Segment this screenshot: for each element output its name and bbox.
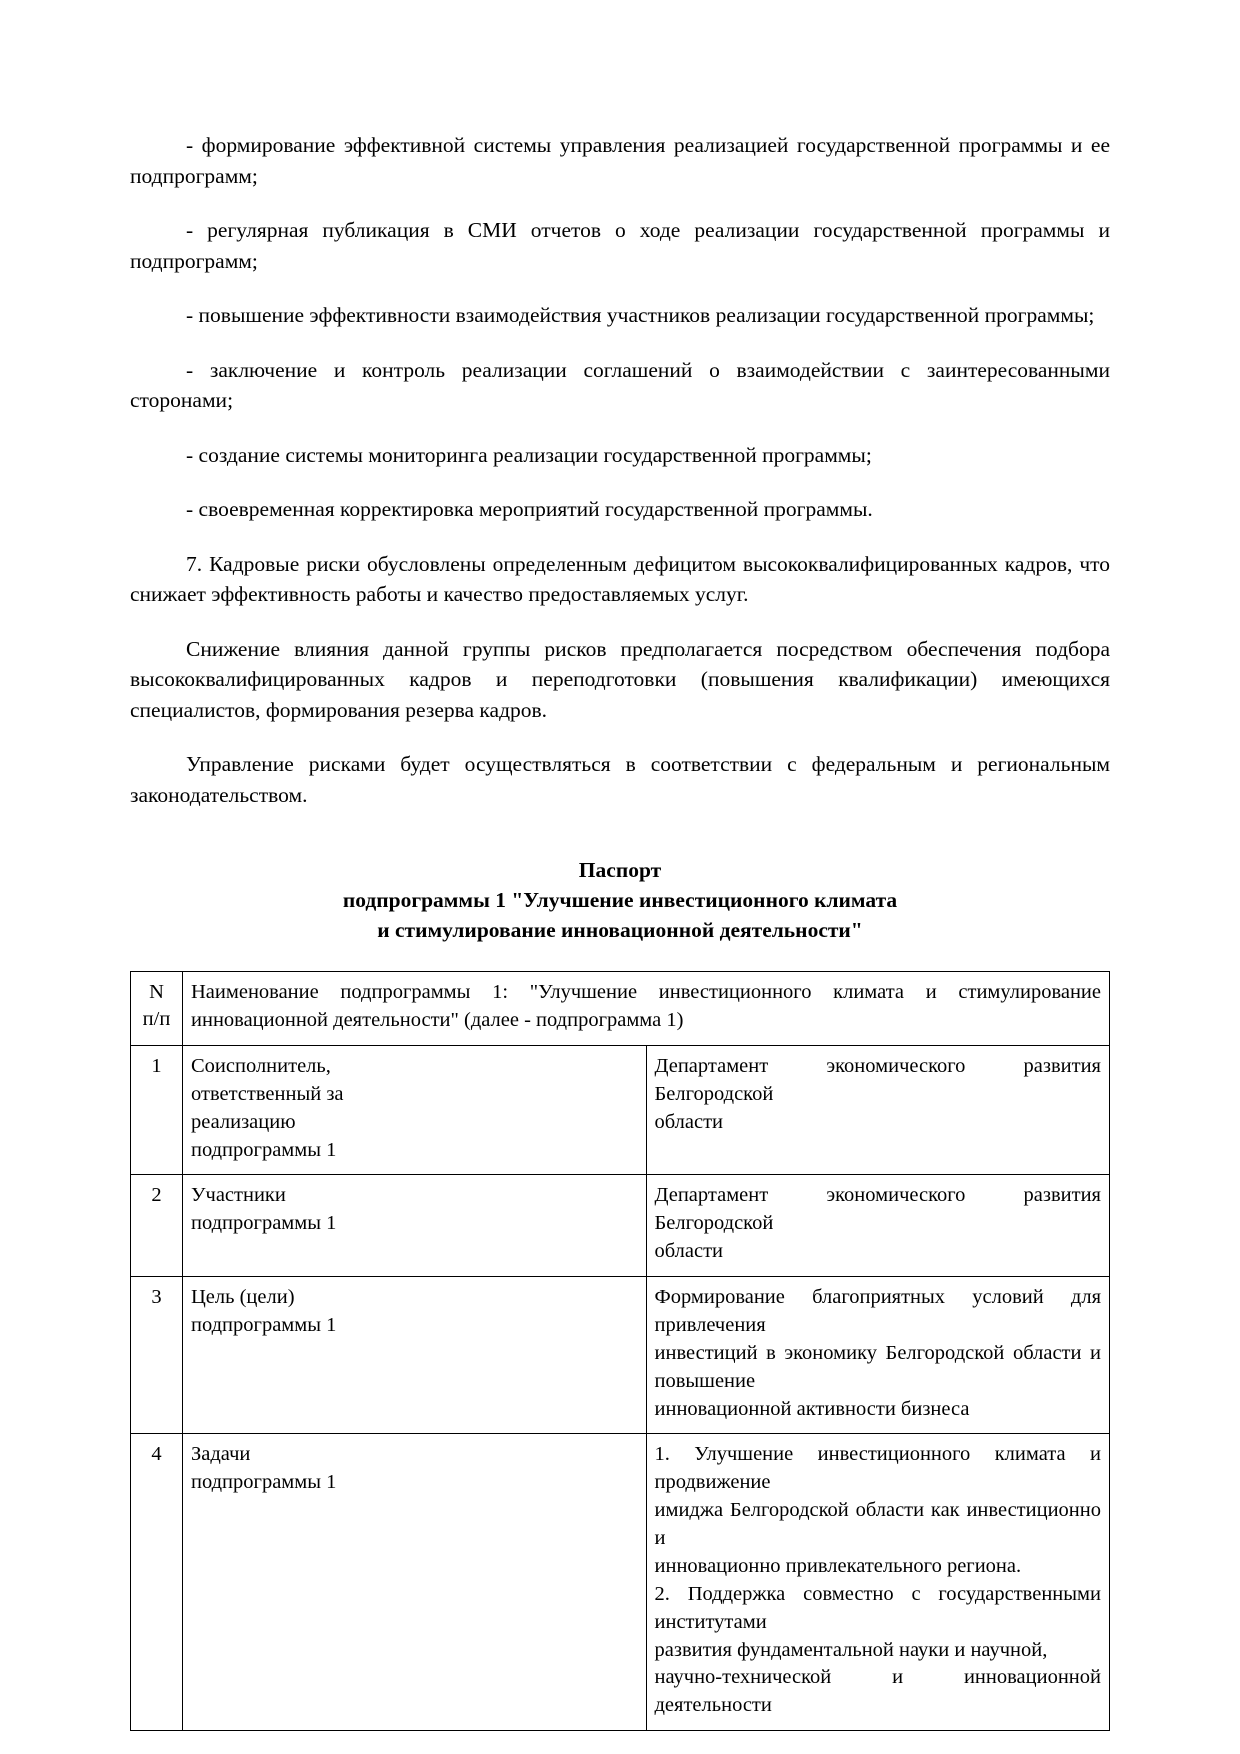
row-4-value-line-3: инновационно привлекательного региона. — [654, 1554, 1022, 1577]
header-cell-number — [131, 972, 183, 1046]
header-num-line-1: N — [149, 981, 164, 1004]
paragraph-bullet-4: - заключение и контроль реализации соглашений о взаимодействии с заинтересованными сторонами; — [130, 357, 1110, 413]
row-1-label-line-3: реализацию — [191, 1110, 296, 1133]
row-4-value-line-4: 2. Поддержка совместно с государственными институтами — [654, 1582, 1101, 1633]
paragraph-bullet-3: - повышение эффективности взаимодействия участников реализации государственной программы; — [186, 303, 1095, 328]
heading-line-2: подпрограммы 1 "Улучшение инвестиционного климата — [342, 887, 898, 912]
table-row — [131, 1175, 1110, 1277]
row-3-value — [646, 1277, 1110, 1434]
header-cell-title: Наименование подпрограммы 1: "Улучшение инвестиционного климата и стимулирование инновационной деятельности" (далее - подпрограмма 1) — [183, 972, 1110, 1046]
row-4-value-line-6: научно-технической и инновационной деятельности — [654, 1666, 1101, 1717]
row-3-value-line-3: инновационной активности бизнеса — [654, 1397, 970, 1420]
row-4-label-line-2: подпрограммы 1 — [191, 1471, 337, 1494]
row-2-label-line-2: подпрограммы 1 — [191, 1212, 337, 1235]
row-2-number: 2 — [131, 1175, 183, 1277]
row-3-number: 3 — [131, 1277, 183, 1434]
passport-heading — [130, 856, 1110, 945]
header-num-line-2: п/п — [142, 1007, 171, 1030]
table-row — [131, 1277, 1110, 1434]
row-2-label-line-1: Участники — [191, 1184, 286, 1207]
paragraph-item-7: 7. Кадровые риски обусловлены определенным дефицитом высококвалифицированных кадров, что снижает эффективность работы и качество предоставляемых услуг. — [130, 551, 1110, 607]
row-4-label — [183, 1434, 647, 1731]
table-header-row — [131, 972, 1110, 1046]
row-1-label — [183, 1045, 647, 1175]
row-2-label — [183, 1175, 647, 1277]
row-1-value-line-1: Департамент экономического развития Белгородской — [654, 1054, 1101, 1105]
row-3-value-line-1: Формирование благоприятных условий для привлечения — [654, 1286, 1101, 1336]
row-4-value-line-5: развития фундаментальной науки и научной, — [654, 1638, 1048, 1661]
row-3-value-line-2: инвестиций в экономику Белгородской области и повышение — [654, 1341, 1101, 1392]
table-row — [131, 1434, 1110, 1731]
row-3-label-line-1: Цель (цели) — [191, 1286, 295, 1309]
paragraph-bullet-5: - создание системы мониторинга реализации государственной программы; — [186, 442, 872, 467]
row-2-value-line-1: Департамент экономического развития Белгородской — [654, 1184, 1101, 1235]
row-1-label-line-4: подпрограммы 1 — [191, 1138, 337, 1161]
row-4-number: 4 — [131, 1434, 183, 1731]
heading-line-1: Паспорт — [578, 858, 662, 883]
row-4-value-line-1: 1. Улучшение инвестиционного климата и продвижение — [654, 1443, 1101, 1494]
row-3-label — [183, 1277, 647, 1434]
paragraph-risk-management: Управление рисками будет осуществляться в соответствии с федеральным и региональным законодательством. — [130, 752, 1110, 807]
row-2-value-line-2: области — [654, 1240, 724, 1263]
row-1-label-line-1: Соисполнитель, — [191, 1054, 331, 1077]
row-1-number: 1 — [131, 1045, 183, 1175]
row-1-value — [646, 1045, 1110, 1175]
table-row — [131, 1045, 1110, 1175]
row-3-label-line-2: подпрограммы 1 — [191, 1313, 337, 1336]
paragraph-bullet-1: - формирование эффективной системы управления реализацией государственной программы и ее подпрограмм; — [130, 133, 1110, 188]
paragraph-risk-mitigation: Снижение влияния данной группы рисков предполагается посредством обеспечения подбора высококвалифицированных кадров и переподготовки (повышения квалификации) имеющихся специалистов, формирования резерва кадров. — [130, 636, 1110, 722]
heading-line-3: и стимулирование инновационной деятельности" — [377, 917, 863, 942]
row-1-label-line-2: ответственный за — [191, 1082, 344, 1105]
row-4-value-line-2: имиджа Белгородской области как инвестиционно и — [654, 1499, 1101, 1550]
paragraph-bullet-2: - регулярная публикация в СМИ отчетов о ходе реализации государственной программы и подпрограмм; — [130, 218, 1110, 273]
passport-table — [130, 971, 1110, 1731]
row-2-value — [646, 1175, 1110, 1277]
row-1-value-line-2: области — [654, 1110, 724, 1133]
row-4-label-line-1: Задачи — [191, 1443, 251, 1466]
row-4-value — [646, 1434, 1110, 1731]
paragraph-bullet-6: - своевременная корректировка мероприятий государственной программы. — [186, 497, 873, 522]
